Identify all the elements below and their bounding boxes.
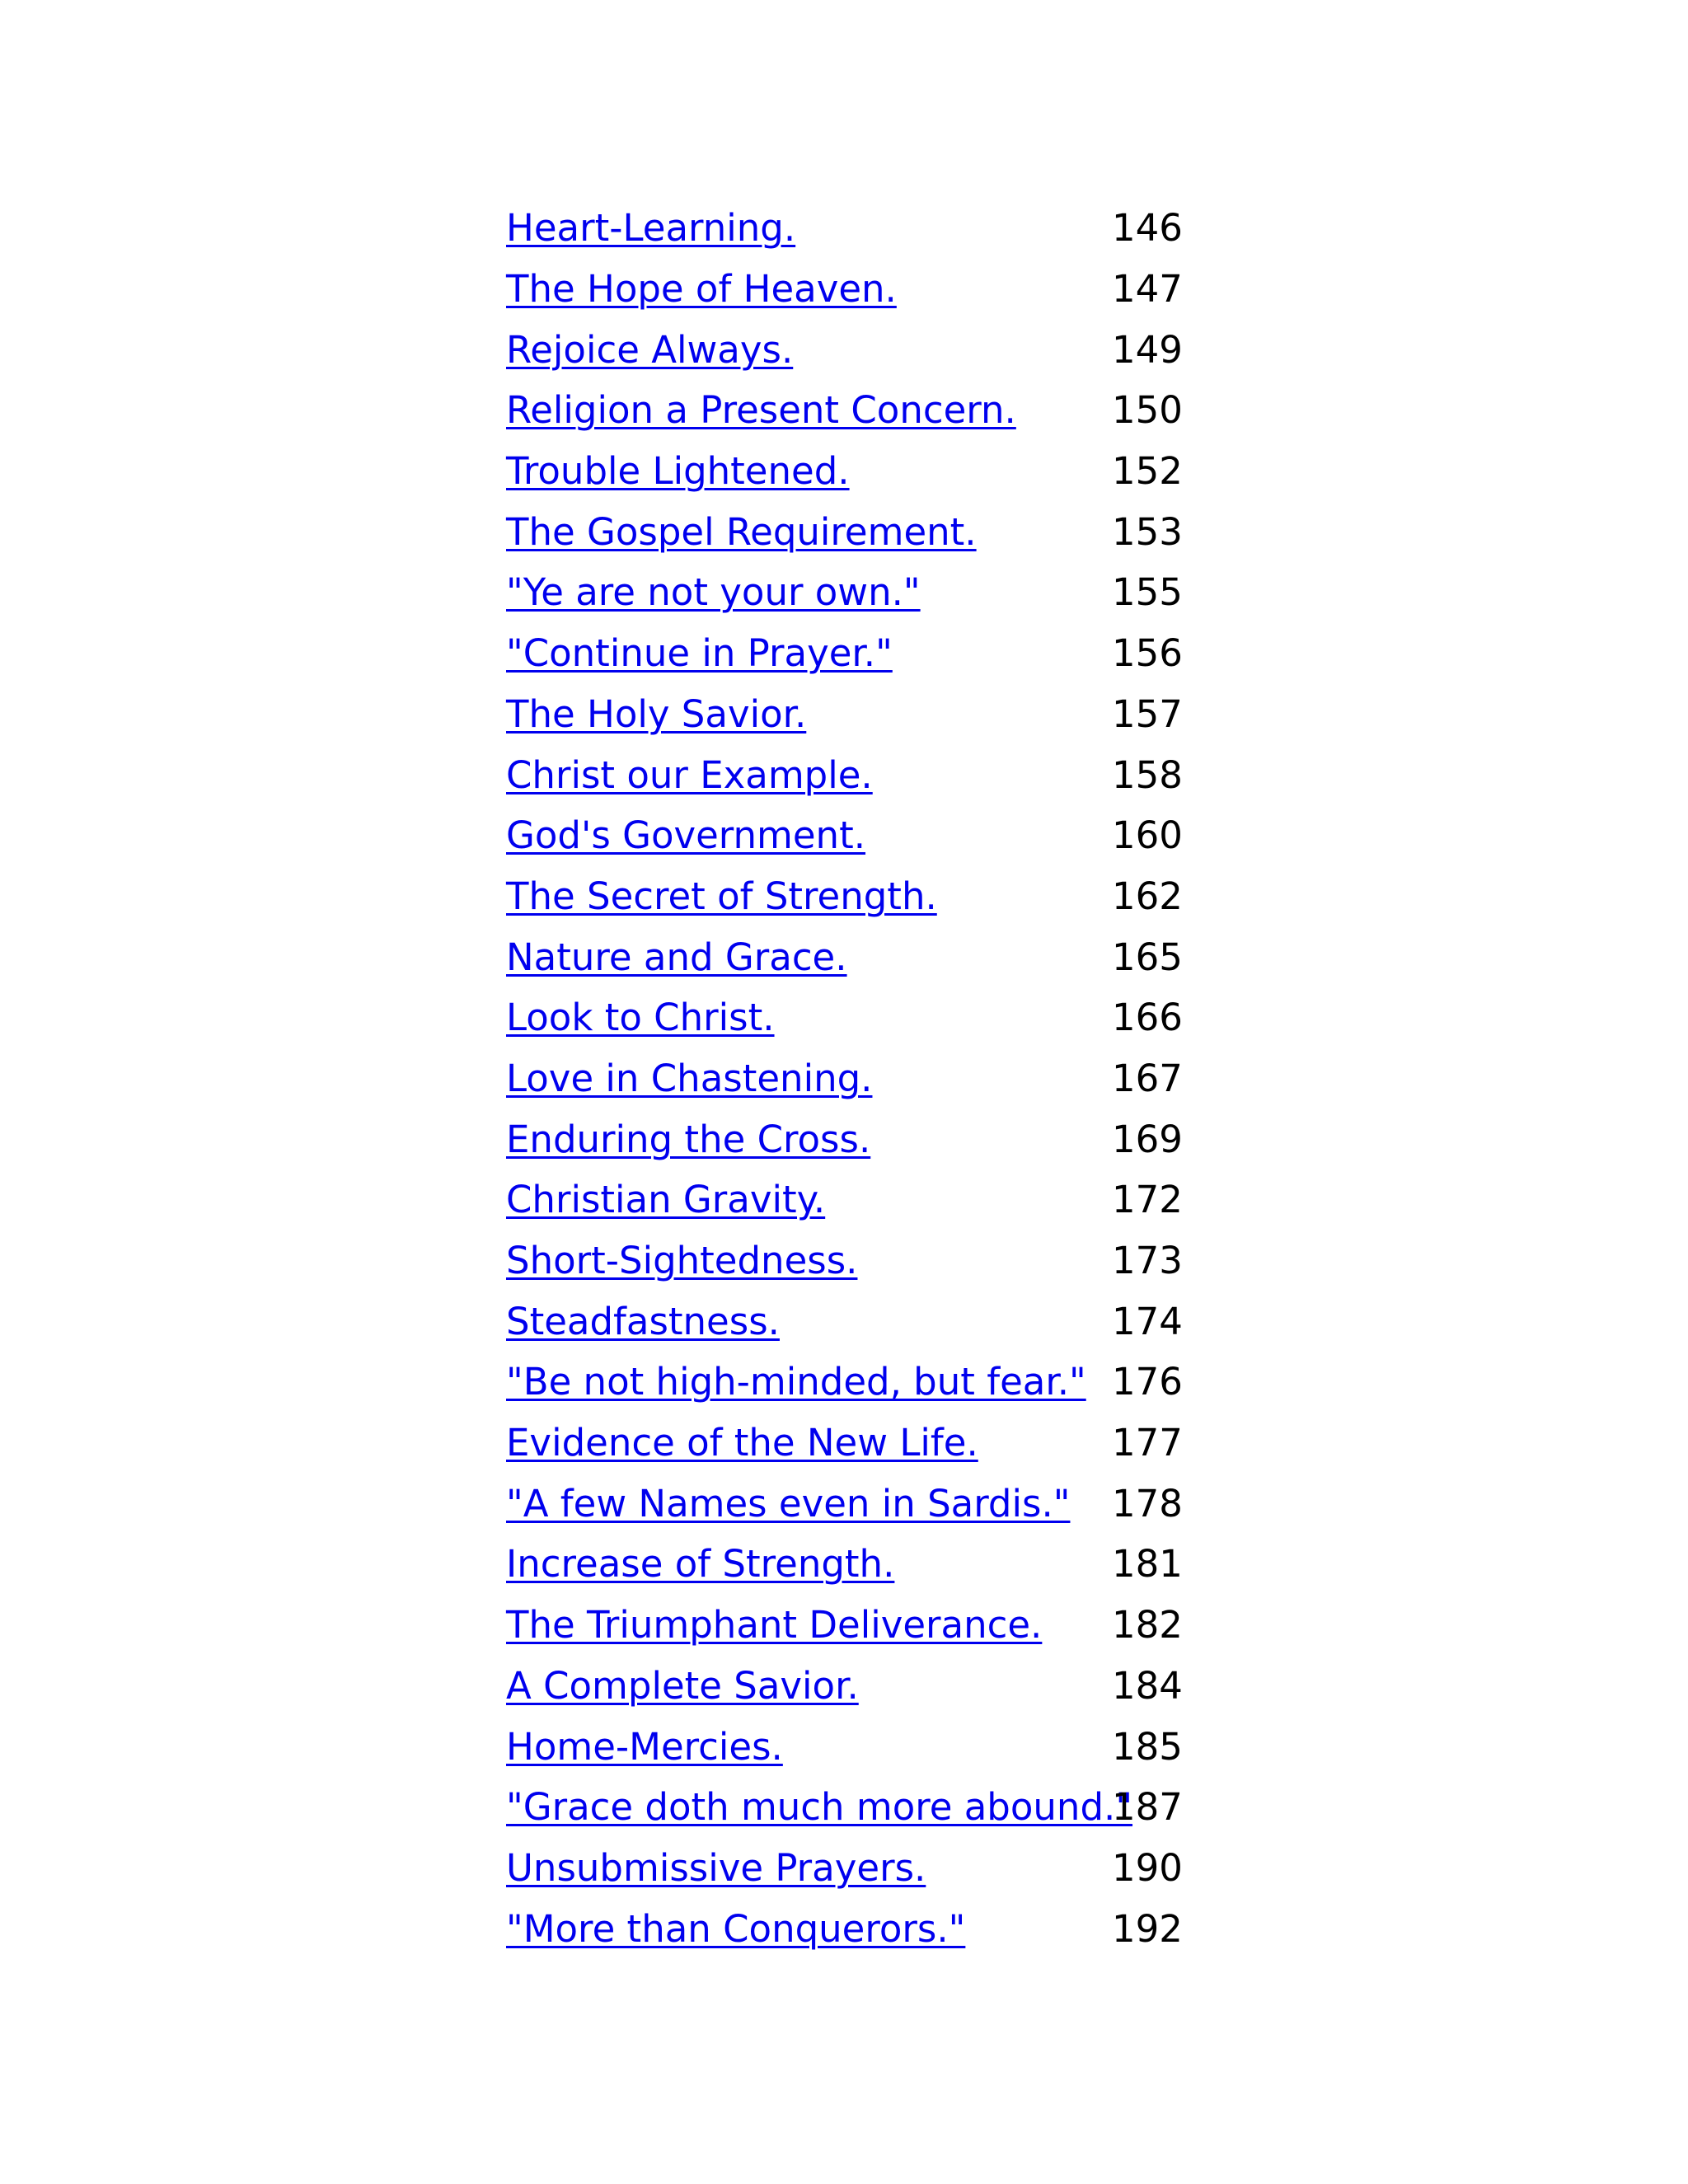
toc-entry-link[interactable]: Evidence of the New Life. — [506, 1421, 978, 1465]
toc-entry-link[interactable]: Religion a Present Concern. — [506, 388, 1016, 433]
toc-entry-link[interactable]: "More than Conquerors." — [506, 1906, 966, 1951]
toc-page-number: 181 — [1112, 1542, 1183, 1586]
toc-entry-link[interactable]: Christian Gravity. — [506, 1178, 826, 1222]
toc-row — [506, 1473, 1190, 1534]
toc-page-number: 147 — [1112, 267, 1183, 312]
toc-page-number: 184 — [1112, 1663, 1183, 1708]
toc-row — [506, 1656, 1190, 1717]
toc-row — [506, 744, 1190, 805]
toc-page-number: 173 — [1112, 1239, 1183, 1283]
toc-page-number: 167 — [1112, 1056, 1183, 1100]
toc-page-number: 149 — [1112, 327, 1183, 372]
toc-row — [506, 1352, 1190, 1413]
table-of-contents — [506, 198, 1190, 1959]
toc-page-number: 174 — [1112, 1299, 1183, 1343]
toc-row — [506, 1716, 1190, 1777]
toc-row — [506, 501, 1190, 562]
toc-entry-link[interactable]: Heart-Learning. — [506, 206, 796, 251]
toc-row — [506, 1534, 1190, 1595]
toc-row — [506, 623, 1190, 684]
toc-row — [506, 1291, 1190, 1352]
toc-entry-link[interactable]: Rejoice Always. — [506, 327, 794, 372]
toc-page-number: 152 — [1112, 449, 1183, 494]
toc-page-number: 177 — [1112, 1421, 1183, 1465]
toc-entry-link[interactable]: Unsubmissive Prayers. — [506, 1845, 926, 1890]
toc-row — [506, 1230, 1190, 1291]
toc-row — [506, 562, 1190, 623]
toc-page-number: 165 — [1112, 935, 1183, 979]
toc-row — [506, 805, 1190, 866]
toc-page-number: 153 — [1112, 509, 1183, 554]
toc-row — [506, 259, 1190, 320]
toc-page-number: 160 — [1112, 813, 1183, 858]
toc-row — [506, 926, 1190, 987]
toc-entry-link[interactable]: The Hope of Heaven. — [506, 267, 897, 312]
toc-row — [506, 319, 1190, 380]
toc-page-number: 182 — [1112, 1603, 1183, 1647]
toc-page-number: 190 — [1112, 1845, 1183, 1890]
toc-row — [506, 1169, 1190, 1230]
toc-row — [506, 1048, 1190, 1109]
toc-entry-link[interactable]: Nature and Grace. — [506, 935, 847, 979]
toc-entry-link[interactable]: Love in Chastening. — [506, 1056, 873, 1100]
toc-page-number: 166 — [1112, 996, 1183, 1040]
toc-entry-link[interactable]: The Secret of Strength. — [506, 874, 937, 918]
toc-entry-link[interactable]: "Ye are not your own." — [506, 570, 921, 615]
toc-page-number: 192 — [1112, 1906, 1183, 1951]
toc-row — [506, 380, 1190, 441]
toc-entry-link[interactable]: The Holy Savior. — [506, 691, 807, 736]
toc-entry-link[interactable]: Christ our Example. — [506, 752, 873, 797]
toc-page-number: 156 — [1112, 631, 1183, 676]
toc-page-number: 150 — [1112, 388, 1183, 433]
toc-page-number: 178 — [1112, 1481, 1183, 1526]
toc-entry-link[interactable]: "Continue in Prayer." — [506, 631, 893, 676]
toc-entry-link[interactable]: Short-Sightedness. — [506, 1239, 858, 1283]
toc-page-number: 155 — [1112, 570, 1183, 615]
toc-page-number: 169 — [1112, 1117, 1183, 1161]
toc-entry-link[interactable]: Home-Mercies. — [506, 1724, 783, 1769]
toc-row — [506, 987, 1190, 1048]
toc-entry-link[interactable]: A Complete Savior. — [506, 1663, 859, 1708]
toc-entry-link[interactable]: The Triumphant Deliverance. — [506, 1603, 1043, 1647]
toc-entry-link[interactable]: Enduring the Cross. — [506, 1117, 871, 1161]
toc-row — [506, 1777, 1190, 1838]
toc-entry-link[interactable]: "Grace doth much more abound." — [506, 1785, 1133, 1830]
toc-entry-link[interactable]: The Gospel Requirement. — [506, 509, 977, 554]
toc-page-number: 158 — [1112, 752, 1183, 797]
toc-page-number: 185 — [1112, 1724, 1183, 1769]
toc-entry-link[interactable]: Trouble Lightened. — [506, 449, 850, 494]
toc-page-number: 157 — [1112, 691, 1183, 736]
toc-page-number: 146 — [1112, 206, 1183, 251]
toc-row — [506, 1898, 1190, 1959]
toc-row — [506, 1413, 1190, 1474]
toc-entry-link[interactable]: Steadfastness. — [506, 1299, 780, 1343]
toc-page-number: 176 — [1112, 1360, 1183, 1404]
toc-entry-link[interactable]: "A few Names even in Sardis." — [506, 1481, 1071, 1526]
toc-row — [506, 866, 1190, 927]
toc-row — [506, 1595, 1190, 1656]
toc-row — [506, 1838, 1190, 1899]
toc-page-number: 172 — [1112, 1178, 1183, 1222]
toc-entry-link[interactable]: Look to Christ. — [506, 996, 775, 1040]
toc-entry-link[interactable]: God's Government. — [506, 813, 866, 858]
toc-entry-link[interactable]: Increase of Strength. — [506, 1542, 895, 1586]
toc-entry-link[interactable]: "Be not high-minded, but fear." — [506, 1360, 1086, 1404]
toc-page-number: 187 — [1112, 1785, 1183, 1830]
toc-row — [506, 441, 1190, 502]
toc-row — [506, 198, 1190, 259]
toc-page-number: 162 — [1112, 874, 1183, 918]
toc-row — [506, 1108, 1190, 1169]
toc-row — [506, 684, 1190, 745]
